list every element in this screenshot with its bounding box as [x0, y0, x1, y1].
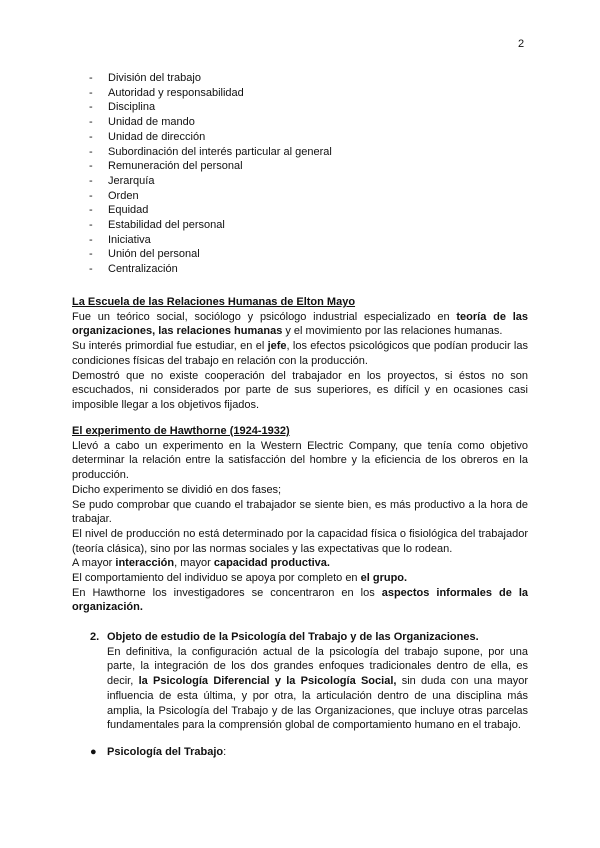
principle-item: [89, 189, 332, 204]
hawthorne-section: [72, 424, 528, 615]
page-number: 2: [518, 38, 525, 50]
principle-label: Estabilidad del personal: [108, 219, 225, 232]
dash-marker: -: [89, 116, 93, 129]
dash-marker: -: [89, 263, 93, 276]
hawthorne-paragraph-7: En Hawthorne los investigadores se concentraron en los aspectos informales de la organización.: [72, 586, 529, 614]
principle-label: Subordinación del interés particular al general: [108, 145, 332, 158]
dash-marker: -: [89, 101, 93, 114]
mayo-paragraph-1: Fue un teórico social, sociólogo y psicólogo industrial especializado en teoría de las organizaciones, las relaciones humanas y el movimiento por las relaciones humanas.: [72, 310, 528, 338]
bullet-dot-icon: ●: [90, 746, 97, 758]
principle-item: [89, 218, 332, 233]
hawthorne-paragraph-4: El nivel de producción no está determinado por la capacidad física o fisiológica del trabajador (teoría clásica), sino por las normas sociales y las expectativas que lo rodean.: [72, 527, 528, 555]
principle-item: [89, 86, 332, 101]
hawthorne-paragraph-1: Llevó a cabo un experimento en la Western Electric Company, que tenía como objetivo determinar la relación entre la satisfacción del hombre y la eficiencia de los obreros en la producción.: [72, 439, 528, 482]
principle-item: [89, 262, 332, 277]
dash-marker: -: [89, 160, 93, 173]
principle-label: Centralización: [108, 263, 178, 276]
bullet-label: Psicología del Trabajo: [107, 746, 224, 758]
principle-label: Equidad: [108, 204, 149, 217]
principle-item: [89, 247, 332, 262]
principle-label: Orden: [108, 189, 139, 202]
principles-list: [89, 71, 332, 277]
mayo-section: [72, 295, 528, 413]
principle-label: División del trabajo: [108, 72, 201, 84]
principle-item: [89, 233, 332, 248]
section-2-number: 2.: [90, 631, 100, 643]
mayo-heading: La Escuela de las Relaciones Humanas de Elton Mayo: [72, 296, 356, 308]
principle-label: Jerarquía: [108, 174, 155, 187]
principle-label: Iniciativa: [108, 233, 151, 246]
principle-item: [89, 71, 332, 86]
principle-label: Autoridad y responsabilidad: [108, 86, 244, 99]
principle-item: [89, 174, 332, 189]
hawthorne-paragraph-2: Dicho experimento se dividió en dos fases;: [72, 483, 282, 496]
section-2-title-text: Objeto de estudio de la Psicología del Trabajo y de las Organizaciones.: [107, 631, 479, 643]
dash-marker: -: [89, 174, 93, 187]
principle-item: [89, 115, 332, 130]
dash-marker: -: [89, 204, 93, 217]
section-2-body: En definitiva, la configuración actual de la psicología del trabajo supone, por una parte, la integración de los dos grandes enfoques tradicionales dentro de ella, es decir, la Psicología Diferencial y la Psicología Social, sin duda con una mayor influencia de esta última, y por otra, la articulación dentro de una disciplina más amplia, la Psicología del Trabajo y de las Organizaciones, que incluye otras parcelas fundamentales para la comprensión global de comportamiento humano en el trabajo.: [107, 645, 528, 732]
dash-marker: -: [89, 145, 93, 158]
dash-marker: -: [89, 248, 93, 261]
mayo-paragraph-2: Su interés primordial fue estudiar, en el jefe, los efectos psicológicos que podían producir las condiciones físicas del trabajo en relación con la producción.: [72, 340, 528, 367]
principle-label: Unidad de dirección: [108, 130, 206, 143]
section-2: [90, 630, 528, 733]
dash-marker: -: [89, 233, 93, 246]
principle-item: [89, 159, 332, 174]
dash-marker: -: [89, 189, 93, 202]
principle-item: [89, 145, 332, 160]
bullet-psicologia-trabajo: ● Psicología del Trabajo:: [90, 746, 227, 758]
principle-item: [89, 130, 332, 145]
principle-label: Unidad de mando: [108, 116, 195, 129]
hawthorne-paragraph-6: El comportamiento del individuo se apoya por completo en el grupo.: [72, 572, 408, 585]
section-2-title: [90, 630, 528, 645]
dash-marker: -: [89, 86, 93, 99]
mayo-paragraph-3: Demostró que no existe cooperación del trabajador en los proyectos, si éstos no son escuchados, ni considerados por parte de sus superiores, es difícil y en ocasiones casi imposible llegar a los objetivos fijados.: [72, 369, 528, 411]
principle-item: [89, 100, 332, 115]
dash-marker: -: [89, 130, 93, 143]
principle-label: Unión del personal: [108, 248, 200, 261]
principle-label: Disciplina: [108, 101, 156, 114]
hawthorne-paragraph-3: Se pudo comprobar que cuando el trabajador se siente bien, es más productivo a la hora de trabajar.: [72, 498, 528, 526]
dash-marker: -: [89, 219, 93, 232]
dash-marker: -: [89, 72, 93, 84]
hawthorne-heading: El experimento de Hawthorne (1924-1932): [72, 425, 290, 437]
principle-item: [89, 203, 332, 218]
principle-label: Remuneración del personal: [108, 160, 243, 173]
hawthorne-paragraph-5: A mayor interacción, mayor capacidad productiva.: [72, 557, 330, 570]
